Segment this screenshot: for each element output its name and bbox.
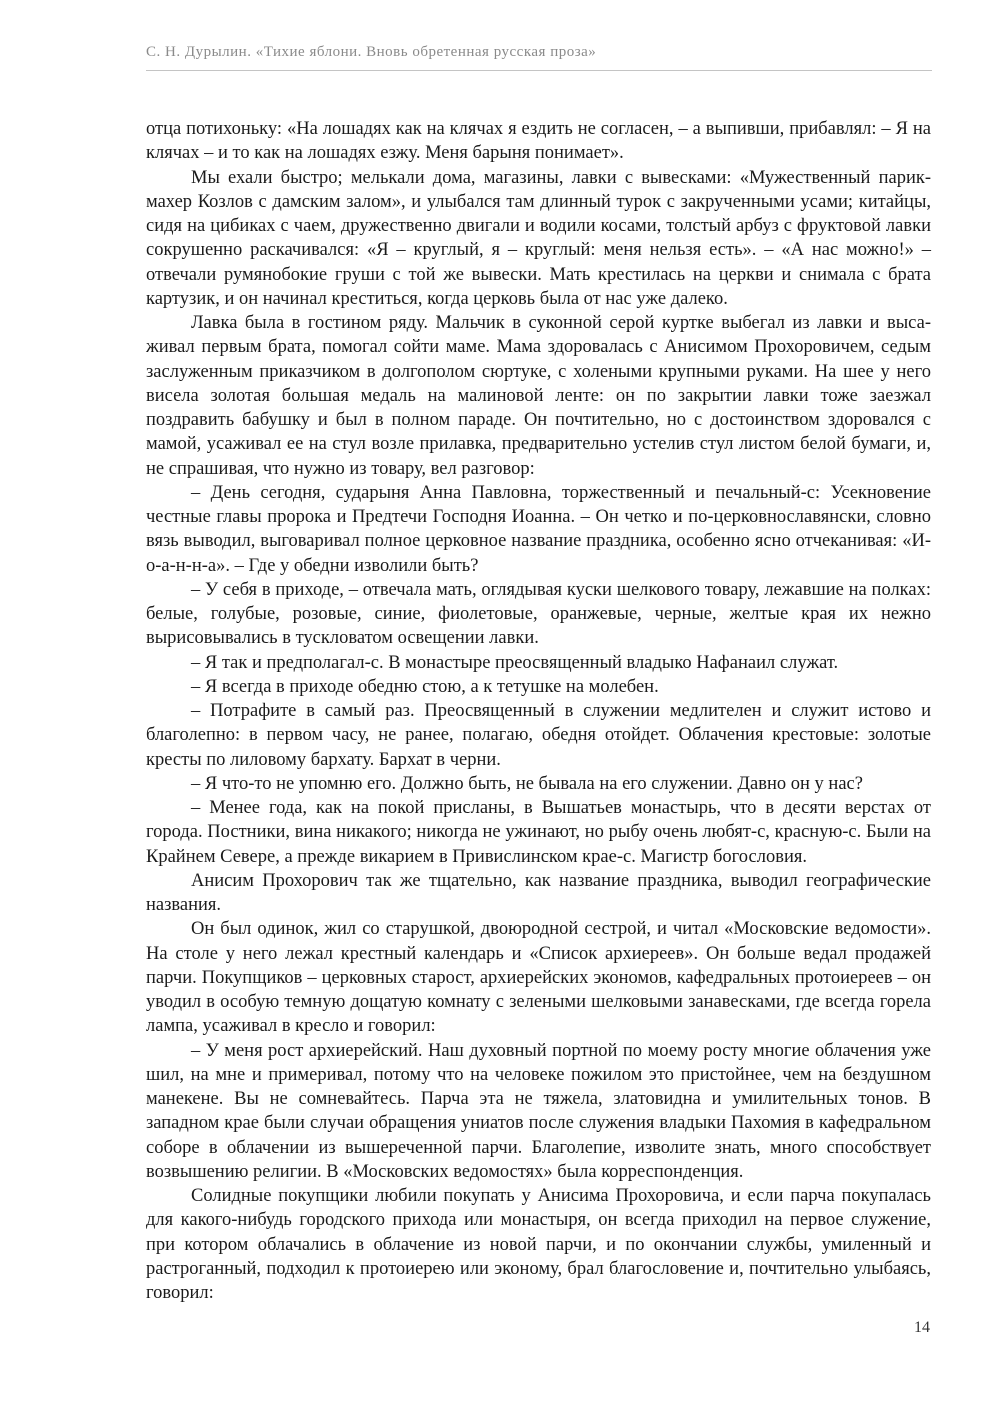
paragraph: Лавка была в гостином ряду. Мальчик в суконной серой куртке выбегал из лавки и высаживал первым брата, помогал сойти маме. Мама здоровалась с Анисимом Прохоровичем, седым заслуженным приказчиком в долгополом сюртуке, с холеными крупными руками. На шее у него висела золотая большая медаль на малиновой ленте: он по закрытии лавки тоже заезжал поздравить бабушку и был в полном параде. Он почтительно, но с достоинством здоровался с мамой, усаживал ее на стул возле прилавка, предварительно устелив стул листом белой бумаги, и, не спрашивая, что нужно из товару, вел разговор: xyxy=(146,313,931,479)
paragraph: – Я что-то не упомню его. Должно быть, не бывала на его служении. Давно он у нас? xyxy=(191,773,863,794)
paragraph: – У себя в приходе, – отвечала мать, оглядывая куски шелкового товару, лежавшие на полках: белые, голубые, розовые, синие, фиолетовые, оранжевые, черные, желтые края их нежно вырисовывались в тускловатом освещении лавки. xyxy=(146,579,931,649)
paragraph: – У меня рост архиерейский. Наш духовный портной по моему росту многие облачения уже шил, на мне и примеривал, потому что на человеке пожилом это пристойнее, чем на бездушном манекене. Вы не сомневайтесь. Парча эта не тяжела, златовидна и умилительных тонов. В западном крае были случаи обращения униатов после служения владыки Пахомия в кафедральном соборе в облачении из вышереченной парчи. Благолепие, изволите знать, много способствует возвышению религии. В «Московских ведомостях» была корреспонденция. xyxy=(146,1040,931,1182)
paragraph: Солидные покупщики любили покупать у Анисима Прохоровича, и если парча покупалась для какого-нибудь городского прихода или монастыря, он всегда приходил на первое служение, при котором облачались в облачение из новой парчи, и по окончании службы, умиленный и растроганный, подходил к протоиерею или эконому, брал благословение и, почтительно улыбаясь, говорил: xyxy=(146,1186,931,1303)
paragraph: – Я так и предполагал-с. В монастыре преосвященный владыко Нафанаил служат. xyxy=(191,652,839,673)
paragraph: Анисим Прохорович так же тщательно, как название праздника, выводил географические названия. xyxy=(146,870,931,915)
running-title: С. Н. Дурылин. «Тихие яблони. Вновь обретенная русская проза» xyxy=(146,44,597,60)
header-divider xyxy=(146,70,932,71)
page-number: 14 xyxy=(914,1319,930,1336)
paragraph: Он был одинок, жил со старушкой, двоюродной сестрой, и читал «Московские ведомости». На столе у него лежал крестный календарь и «Список архиереев». Он больше ведал продажей парчи. Покупщиков – церковных старост, архиерейских экономов, кафедральных протоиереев – он уводил в особую темную дощатую комнату с зелеными шелковыми занавесками, где всегда горела лампа, усаживал в кресло и говорил: xyxy=(146,919,931,1037)
body-text xyxy=(146,117,931,1305)
paragraph: Мы ехали быстро; мелькали дома, магазины, лавки с вывесками: «Мужественный парикмахер Козлов с дамским залом», и улыбался там длинный турок с закрученными усами; китайцы, сидя на цибиках с чаем, дружественно двигали и водили косами, толстый арбуз с фруктовой лавки сокрушенно раскачивался: «Я – круглый, я – круглый: меня нельзя есть». – «А нас можно!» – отвечали румянобокие груши с той же вывески. Мать крестилась на церкви и снимала с брата картузик, и он начинал креститься, когда церковь была от нас уже далеко. xyxy=(146,167,931,309)
paragraph: – Я всегда в приходе обедню стою, а к тетушке на молебен. xyxy=(191,676,659,697)
paragraph-continued: отца потихоньку: «На лошадях как на клячах я ездить не согласен, – а выпивши, прибавлял: – Я на клячах – и то как на лошадях езжу. Меня барыня понимает». xyxy=(146,119,931,164)
paragraph: – Потрафите в самый раз. Преосвященный в служении медлителен и служит истово и благолепно: в первом часу, не ранее, полагаю, обедня отойдет. Облачения крестовые: золотые кресты по лиловому бархату. Бархат в черни. xyxy=(146,701,931,770)
paragraph: – Менее года, как на покой присланы, в Вышатьев монастырь, что в десяти верстах от города. Постники, вина никакого; никогда не ужинают, но рыбу очень любят-с, красную-с. Были на Крайнем Севере, а прежде викарием в Привислинском крае-с. Магистр богословия. xyxy=(146,798,931,867)
paragraph: – День сегодня, сударыня Анна Павловна, торжественный и печальный-с: Усекновение честные главы пророка и Предтечи Господня Иоанна. – Он четко и по-церковнославянски, словно вязь выводил, выговаривал полное церковное название праздника, особенно ясно отчеканивая: «И-о-а-н-н-а». – Где у обедни изволили быть? xyxy=(146,482,931,576)
